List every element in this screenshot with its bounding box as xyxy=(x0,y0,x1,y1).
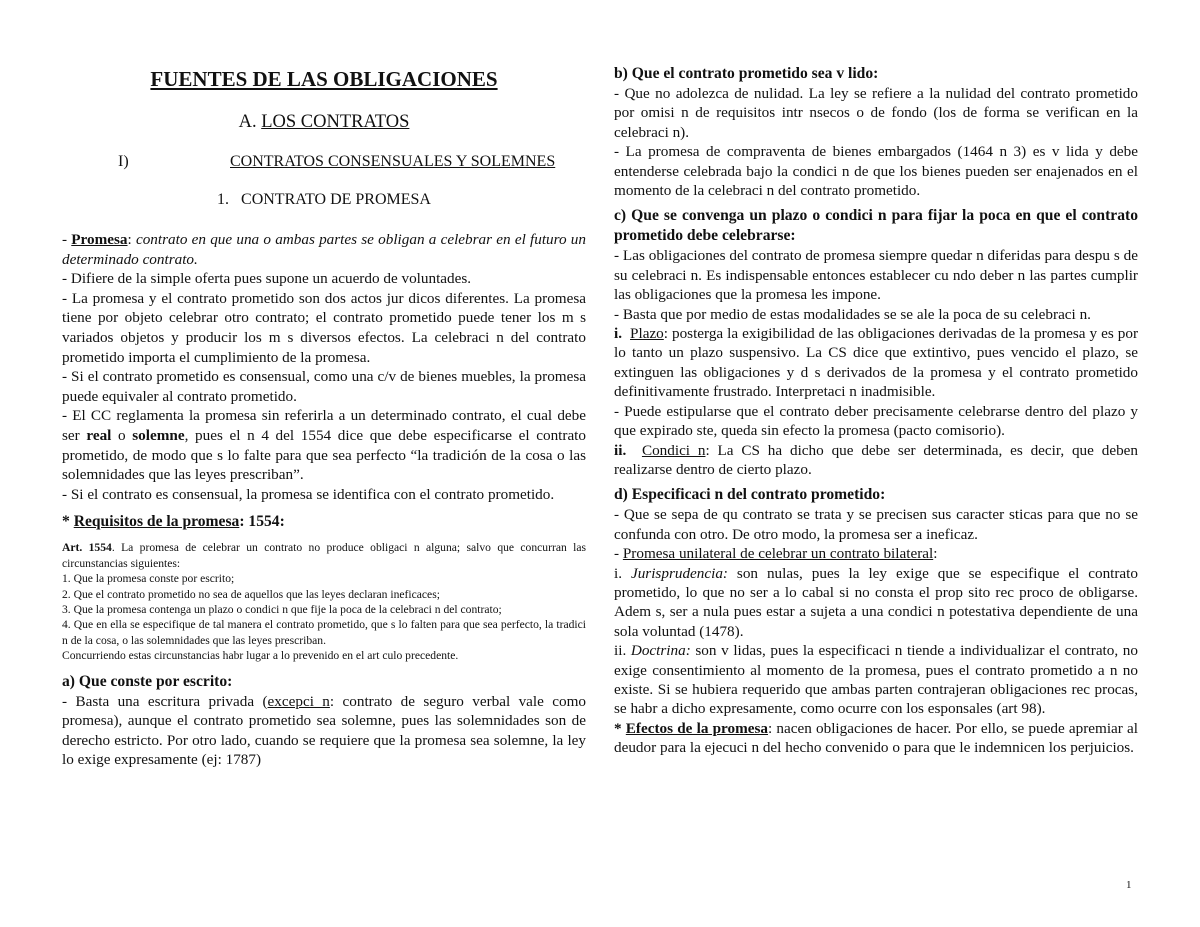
section-a-heading xyxy=(62,110,586,134)
section-a-title: LOS CONTRATOS xyxy=(261,112,410,132)
paragraph-condicion xyxy=(614,441,1138,480)
item-number: i. xyxy=(614,325,623,343)
article-item: 1. Que la promesa conste por escrito; xyxy=(62,572,235,586)
section-1-heading xyxy=(62,190,586,210)
paragraph-nulidad: - Que no adolezca de nulidad. La ley se refiere a la nulidad del contrato prometido por omisi n de requisitos intr nsecos o de fondo (los de forma se verifican en la celebraci n). xyxy=(614,85,1138,141)
jurisprudencia-label: Jurisprudencia: xyxy=(630,564,728,582)
article-item: 3. Que la promesa contenga un plazo o condici n que fije la poca de la celebraci n del contrato; xyxy=(62,602,502,616)
asterisk: * xyxy=(62,513,74,531)
subheading-d: d) Especificaci n del contrato prometido: xyxy=(614,486,886,504)
doctrina-text: son v lidas, pues la especificaci n tiende a individualizar el contrato, no exige consentimiento al momento de la promesa, pues el contrato prometido a n no existe. Si se hubiera requerido que ambas parten contrajeran obligaciones rec procas, se habr a dicho expresamente, como ocurre con los esponsales (art 98). xyxy=(614,642,1138,718)
paragraph-escritura xyxy=(62,692,586,770)
promesa-term: Promesa xyxy=(71,231,128,248)
page-title: FUENTES DE LAS OBLIGACIONES xyxy=(150,67,498,91)
paragraph-pacto-comisorio: - Puede estipularse que el contrato deber precisamente celebrarse dentro del plazo y que expirado ste, queda sin efecto la promesa (pacto comisorio). xyxy=(614,402,1138,440)
paragraph-cc-reglamenta xyxy=(62,406,586,484)
text-run: - El CC reglamenta la promesa sin referirla a un determinado contrato, el cual debe ser xyxy=(62,407,586,444)
paragraph-modalidades: - Basta que por medio de estas modalidades se se ale la poca de su celebraci n. xyxy=(614,305,1091,323)
asterisk: * xyxy=(614,719,626,737)
plazo-label: Plazo xyxy=(630,325,664,343)
paragraph-obligaciones-diferidas: - Las obligaciones del contrato de promesa siempre quedar n diferidas para despu s de su celebraci n. Es indispensable entonces establecer cu ndo deber n las partes cumplir las obligaciones que la promesa les impone. xyxy=(614,247,1138,304)
dash: - xyxy=(614,545,623,563)
promesa-definition-text: contrato en que una o ambas partes se obligan a celebrar en el futuro un determinado contrato. xyxy=(62,231,586,268)
condicion-label: Condici n xyxy=(641,441,706,459)
article-intro xyxy=(62,540,586,571)
efectos-text: : nacen obligaciones de hacer. Por ello, se puede apremiar al deudor para la ejecuci n del hecho convenido o para que le indemnicen los perjuicios. xyxy=(614,719,1139,757)
left-column xyxy=(62,60,586,770)
paragraph-especificacion: - Que se sepa de qu contrato se trata y se precisen sus caracter sticas para que no se confunda con otro. De otro modo, la promesa ser a ineficaz. xyxy=(614,506,1138,543)
paragraph-actos-diferentes: - La promesa y el contrato prometido son dos actos jur dicos diferentes. La promesa tiene por objeto celebrar otro contrato; el contrato prometido puede tener los m s variados objetos y producir los m s diversos efectos. La celebraci n del contrato prometido importa el cumplimiento de la promesa. xyxy=(62,289,586,366)
article-item: 4. Que en ella se especifique de tal manera el contrato prometido, que s lo falten para que sea perfecto, la tradici n de la cosa, o las solemnidades que las leyes prescriban. xyxy=(62,618,586,647)
subheading-c: c) Que se convenga un plazo o condici n para fijar la poca en que el contrato prometido debe celebrarse: xyxy=(614,207,1138,245)
text-run: , pues el n 4 del 1554 dice que debe especificarse el contrato prometido, de modo que s lo falte para que sea perfecto “la tradición de la cosa o las solemnidades que las leyes prescriban”. xyxy=(62,426,586,484)
requisitos-heading xyxy=(62,512,586,532)
paragraph-identifica: - Si el contrato es consensual, la promesa se identifica con el contrato prometido. xyxy=(62,485,555,503)
item-number: ii. xyxy=(614,441,627,459)
colon: : xyxy=(933,545,938,563)
text-run: : contrato de seguro verbal vale como promesa), aunque el contrato prometido sea solemne, pues las solemnidades son de derecho estricto. Por otro lado, cuando se requiere que la promesa sea solemne, la ley lo exige expresamente (ej: 1787) xyxy=(62,692,587,769)
article-item: Concurriendo estas circunstancias habr lugar a lo prevenido en el art culo precedente. xyxy=(62,649,459,663)
article-item: 2. Que el contrato prometido no sea de aquellos que las leyes declaran ineficaces; xyxy=(62,587,440,601)
article-intro-text: . La promesa de celebrar un contrato no produce obligaci n alguna; salvo que concurran las circunstancias siguientes: xyxy=(62,541,586,570)
text-run: o xyxy=(111,426,133,444)
paragraph-oferta: - Difiere de la simple oferta pues supone un acuerdo de voluntades. xyxy=(62,270,472,288)
bold-solemne: solemne xyxy=(132,426,185,444)
page-number: 1 xyxy=(1126,879,1132,891)
article-label: Art. 1554 xyxy=(62,541,112,555)
paragraph-efectos xyxy=(614,719,1138,758)
paragraph-doctrina xyxy=(614,641,1138,719)
jurisprudencia-text: son nulas, pues la ley exige que se especifique el contrato prometido, lo que no ser a lo cabal si no consta el prop sito rec proco de obligarse. Adem s, ser a nula pues estar a sujeta a una condici n potestativa dependiente de una sola voluntad (1478). xyxy=(614,564,1138,640)
paragraph-bienes-embargados: - La promesa de compraventa de bienes embargados (1464 n 3) es v lida y debe entenderse celebrada bajo la condici n de que los bienes pueden ser enajenados en el momento de la celebraci n del contrato prometido. xyxy=(614,143,1138,200)
colon: : xyxy=(127,231,136,248)
excepcion-label: excepci n xyxy=(267,692,330,710)
subheading-b: b) Que el contrato prometido sea v lido: xyxy=(614,65,879,82)
condicion-text: : La CS ha dicho que debe ser determinada, es decir, que deben realizarse dentro de cierto plazo. xyxy=(614,441,1139,478)
plazo-text: : posterga la exigibilidad de las obligaciones derivadas de la promesa y es por lo tanto un plazo suspensivo. La CS dice que extintivo, pues vencido el plazo, se extinguen las obligaciones y d s derivados de la promesa y el contrato prometido definitivamente frustrado. Interpretaci n inadmisible. xyxy=(614,325,1138,401)
section-i-title: CONTRATOS CONSENSUALES Y SOLEMNES xyxy=(230,153,556,170)
section-i-heading xyxy=(62,152,586,172)
efectos-label: Efectos de la promesa xyxy=(625,719,769,737)
section-a-letter: A. xyxy=(238,112,257,132)
item-number: ii. xyxy=(614,642,631,660)
section-i-number: I) xyxy=(118,153,129,170)
paragraph-plazo xyxy=(614,324,1138,402)
promesa-unilateral-label: Promesa unilateral de celebrar un contrato bilateral xyxy=(622,545,934,563)
promesa-definition xyxy=(62,230,586,269)
doctrina-label: Doctrina: xyxy=(630,642,691,660)
item-number: i. xyxy=(614,564,631,582)
section-1-title: CONTRATO DE PROMESA xyxy=(241,191,431,208)
article-1554-quote xyxy=(62,540,586,663)
requisitos-article: : 1554: xyxy=(239,513,285,531)
text-run: - Basta una escritura privada ( xyxy=(62,692,268,710)
subheading-a: a) Que conste por escrito: xyxy=(62,672,233,690)
section-1-number: 1. xyxy=(217,191,230,208)
requisitos-label: Requisitos de la promesa xyxy=(73,513,240,531)
paragraph-jurisprudencia xyxy=(614,564,1138,642)
right-column xyxy=(614,64,1138,758)
bold-real: real xyxy=(86,426,112,444)
paragraph-promesa-unilateral xyxy=(614,544,1138,563)
dash: - xyxy=(62,231,72,248)
paragraph-consensual: - Si el contrato prometido es consensual, como una c/v de bienes muebles, la promesa puede equivaler al contrato prometido. xyxy=(62,368,586,405)
